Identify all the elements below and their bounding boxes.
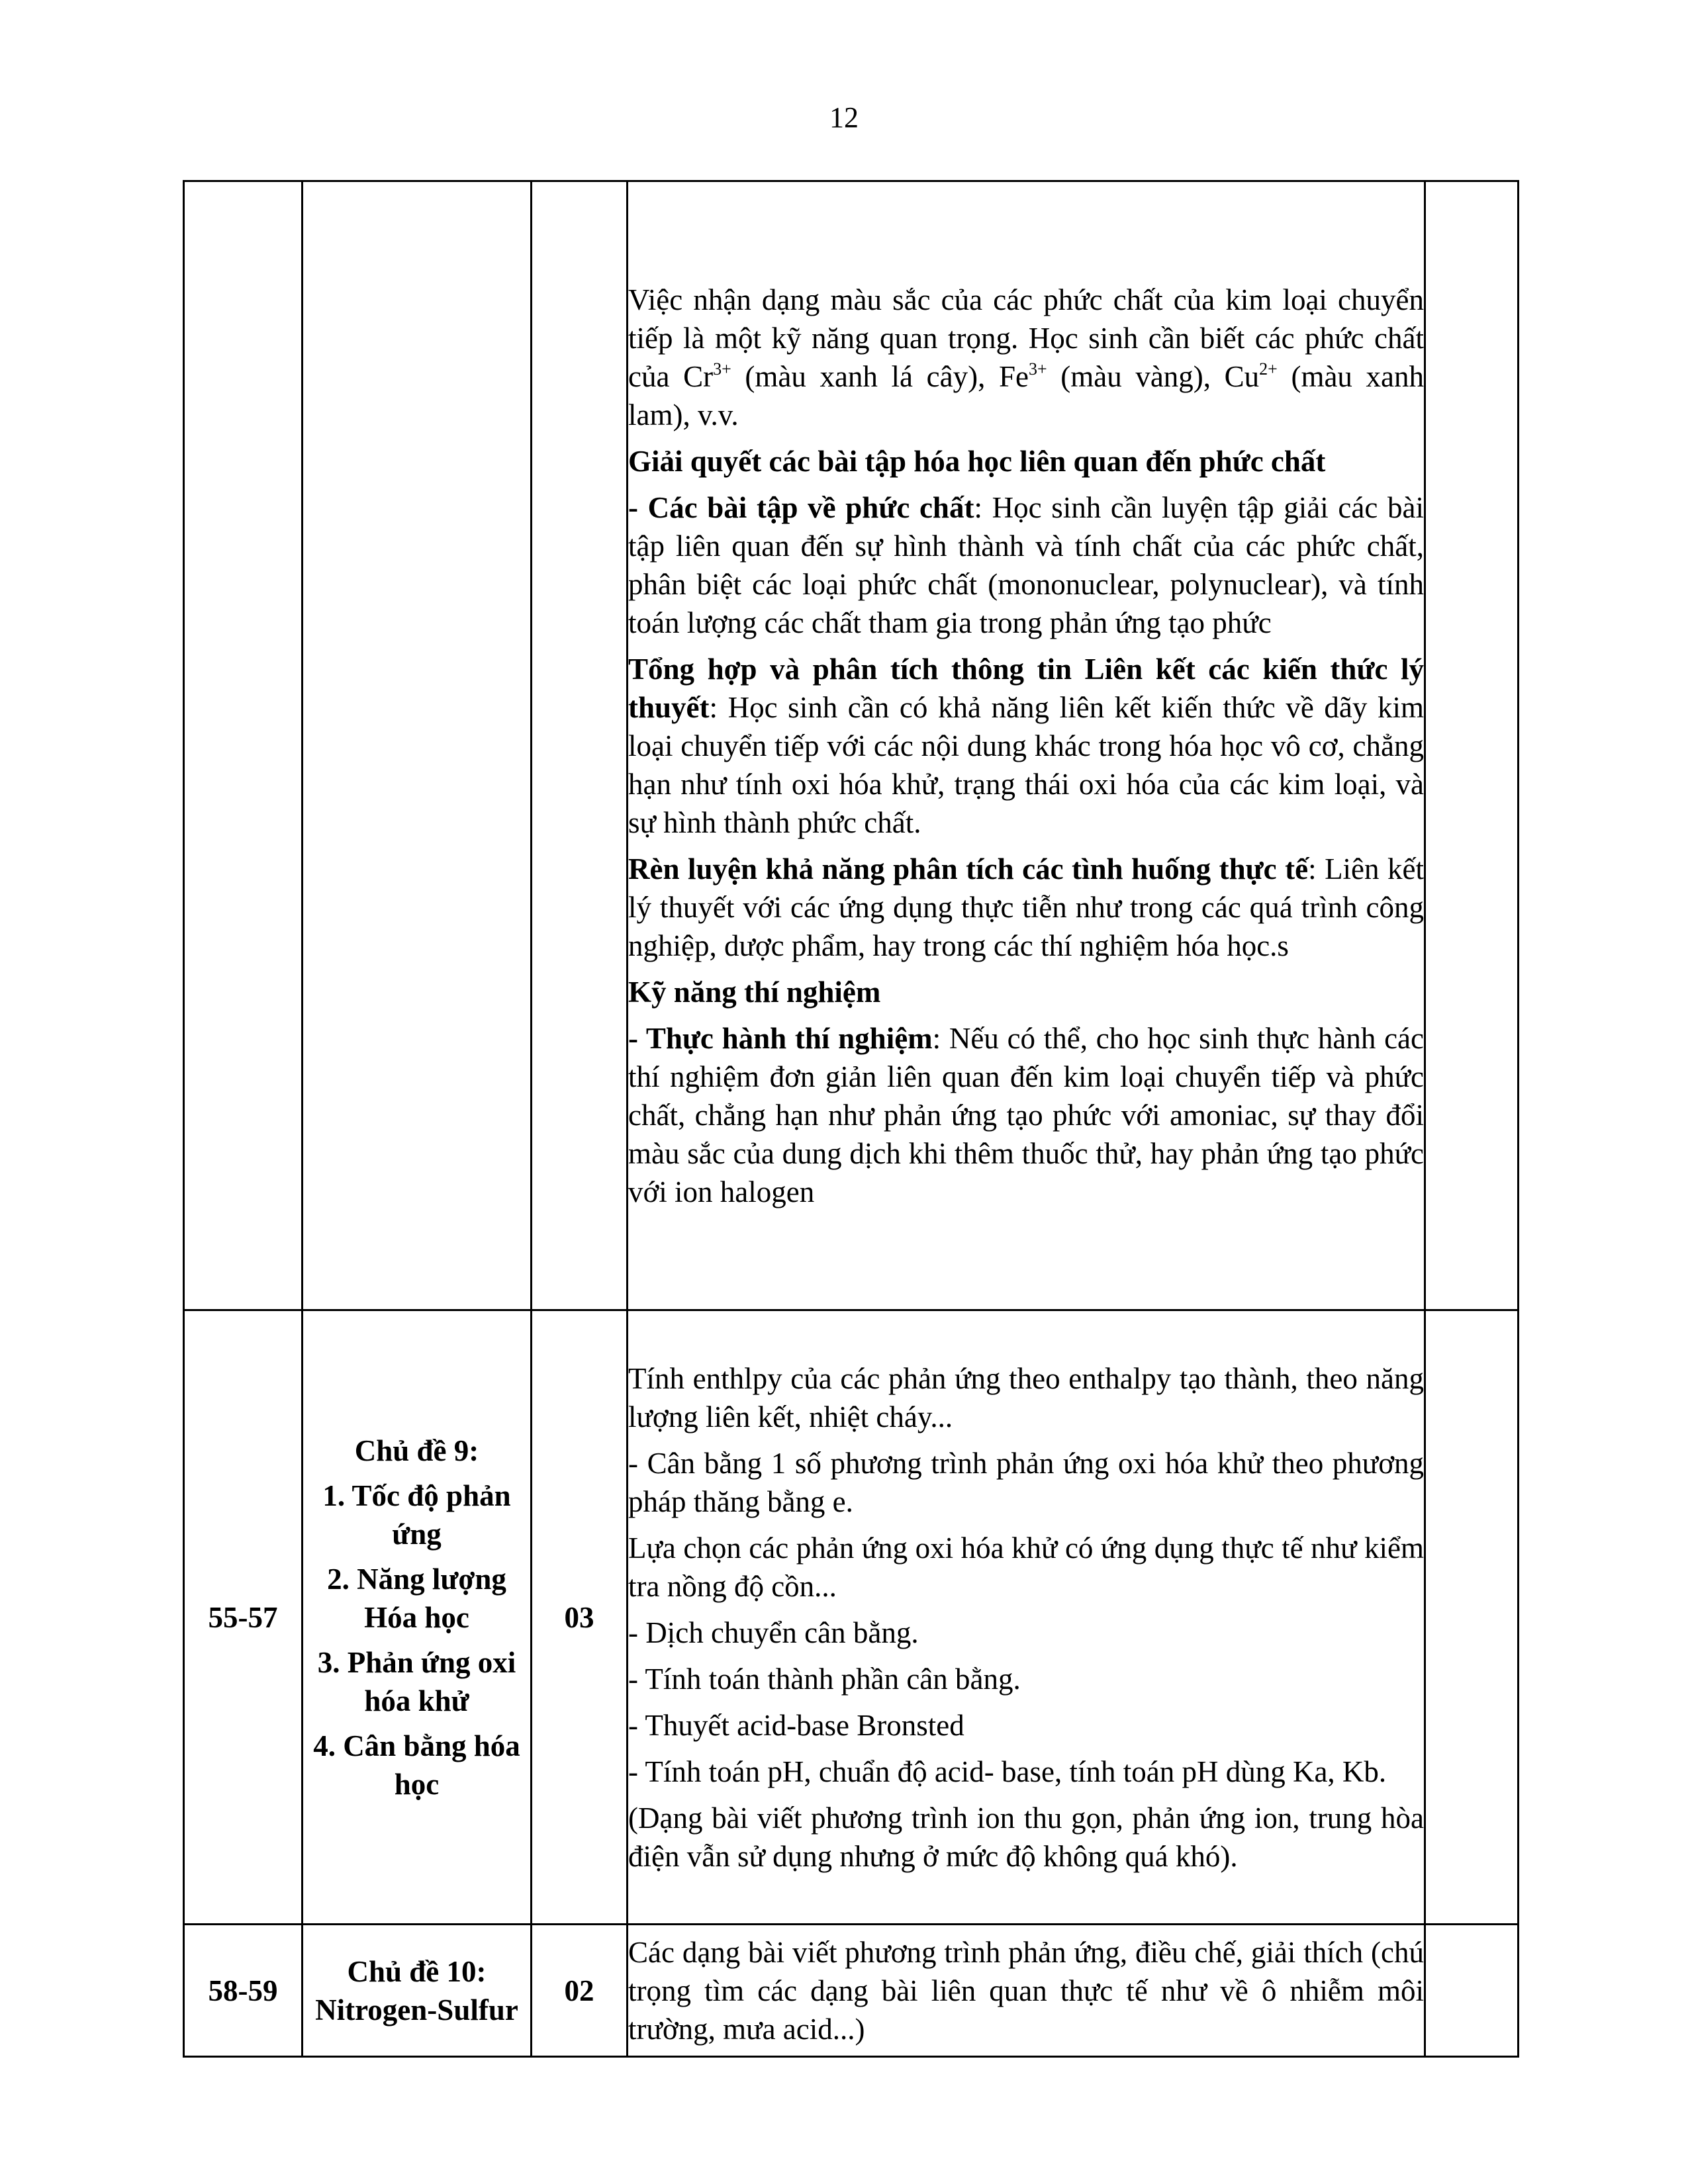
content-paragraph: Tính enthlpy của các phản ứng theo enthalpy tạo thành, theo năng lượng liên kết, nhiệt cháy... — [628, 1361, 1424, 1433]
text-run: : Liên kết lý thuyết với các ứng dụng thực tiễn như trong các quá trình công nghiệp, dược phẩm, hay trong các thí nghiệm hóa học.s — [628, 852, 1424, 962]
text-run: Việc nhận dạng màu sắc của các phức chất của kim loại chuyển tiếp là một kỹ năng quan trọng. Học sinh cần biết các phức chất của Cr — [628, 283, 1424, 393]
content-paragraph: - Tính toán pH, chuẩn độ acid- base, tính toán pH dùng Ka, Kb. — [628, 1754, 1387, 1788]
topic-line: 4. Cân bằng hóa học — [313, 1729, 520, 1801]
text-run: (màu vàng), Cu — [1047, 359, 1260, 393]
bold-lead: Rèn luyện khả năng phân tích các tình huống thực tế — [628, 852, 1309, 886]
content-paragraph: - Cân bằng 1 số phương trình phản ứng oxi hóa khử theo phương pháp thăng bằng e. — [628, 1446, 1424, 1518]
text-run: (màu xanh lam), v.v. — [628, 359, 1425, 432]
superscript: 2+ — [1259, 359, 1278, 379]
topic-line: 1. Tốc độ phản ứng — [322, 1479, 511, 1551]
topic-line: 2. Năng lượng Hóa học — [327, 1562, 506, 1634]
content-paragraph: - Thuyết acid-base Bronsted — [628, 1708, 964, 1742]
content-cell — [628, 181, 1425, 1310]
content-paragraph: (Dạng bài viết phương trình ion thu gọn, phản ứng ion, trung hòa điện vẫn sử dụng nhưng ở mức độ không quá khó). — [628, 1801, 1424, 1873]
text-run: : Nếu có thể, cho học sinh thực hành các thí nghiệm đơn giản liên quan đến kim loại chuyển tiếp và phức chất, chẳng hạn như phản ứng tạo phức với amoniac, sự thay đổi màu sắc của dung dịch khi thêm thuốc thử, hay phản ứng tạo phức với ion halogen — [628, 1021, 1424, 1208]
topic-line: Chủ đề 9: — [354, 1433, 479, 1467]
table-row — [184, 181, 1519, 1310]
content-heading: Kỹ năng thí nghiệm — [628, 975, 881, 1009]
note-cell — [1425, 1310, 1519, 1925]
content-paragraph — [628, 488, 1424, 642]
periods-cell: 03 — [532, 1310, 628, 1925]
lesson-cell: 55-57 — [184, 1310, 303, 1925]
table-row — [184, 1925, 1519, 2057]
content-paragraph: Lựa chọn các phản ứng oxi hóa khử có ứng dụng thực tế như kiểm tra nồng độ cồn... — [628, 1531, 1424, 1603]
content-paragraph — [628, 650, 1424, 842]
topic-cell — [303, 1925, 532, 2057]
content-cell — [628, 1925, 1425, 2057]
content-paragraph: - Dịch chuyển cân bằng. — [628, 1615, 919, 1649]
note-cell — [1425, 181, 1519, 1310]
content-paragraph: - Tính toán thành phần cân bằng. — [628, 1662, 1021, 1696]
page-number: 12 — [829, 101, 859, 134]
content-paragraph — [628, 850, 1424, 965]
bold-lead: - Các bài tập về phức chất — [628, 490, 974, 524]
text-run: (màu xanh lá cây), Fe — [731, 359, 1029, 393]
bold-lead: - Thực hành thí nghiệm — [628, 1021, 933, 1055]
content-paragraph — [628, 1019, 1424, 1211]
text-run: : Học sinh cần luyện tập giải các bài tập liên quan đến sự hình thành và tính chất của các phức chất, phân biệt các loại phức chất (mononuclear, polynuclear), và tính toán lượng các chất tham gia trong phản ứng tạo phức — [628, 490, 1424, 639]
text-run: : Học sinh cần có khả năng liên kết kiến thức về dãy kim loại chuyển tiếp với các nội dung khác trong hóa học vô cơ, chẳng hạn như tính oxi hóa khử, trạng thái oxi hóa của các kim loại, và sự hình thành phức chất. — [628, 690, 1424, 839]
topic-cell — [303, 181, 532, 1310]
periods-cell — [532, 181, 628, 1310]
lesson-cell — [184, 181, 303, 1310]
topic-line: 3. Phản ứng oxi hóa khử — [317, 1645, 516, 1717]
superscript: 3+ — [1028, 359, 1047, 379]
superscript: 3+ — [713, 359, 731, 379]
topic-line: Chủ đề 10: Nitrogen-Sulfur — [315, 1954, 518, 2026]
periods-cell: 02 — [532, 1925, 628, 2057]
content-heading: Giải quyết các bài tập hóa học liên quan đến phức chất — [628, 444, 1326, 478]
lesson-plan-table — [183, 180, 1519, 2058]
content-cell — [628, 1310, 1425, 1925]
bold-lead: Tổng hợp và phân tích thông tin Liên kết các kiến thức lý thuyết — [628, 652, 1424, 724]
lesson-cell: 58-59 — [184, 1925, 303, 2057]
content-paragraph: Các dạng bài viết phương trình phản ứng, điều chế, giải thích (chú trọng tìm các dạng bài liên quan thực tế như về ô nhiễm môi trường, mưa acid...) — [628, 1935, 1424, 2046]
table-row — [184, 1310, 1519, 1925]
topic-cell — [303, 1310, 532, 1925]
note-cell — [1425, 1925, 1519, 2057]
content-paragraph — [628, 281, 1424, 434]
